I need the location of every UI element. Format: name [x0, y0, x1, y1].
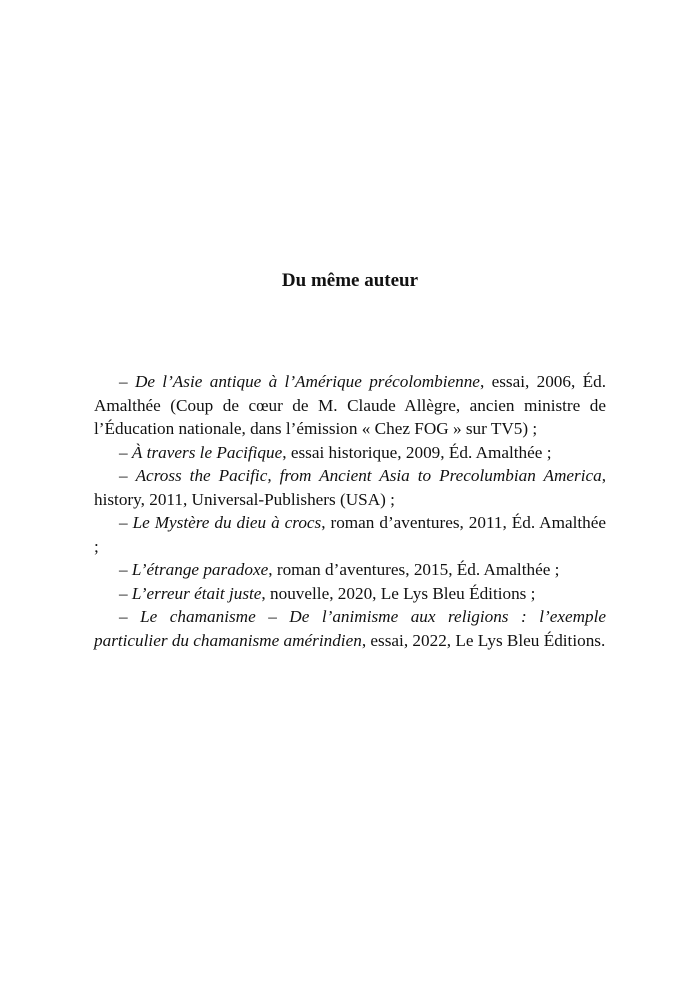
entry-dash: – [119, 513, 133, 532]
entry-dash: – [119, 372, 135, 391]
work-title: L’erreur était juste [131, 583, 262, 603]
work-title: Le chamanisme – De l’animisme aux religions : l’exemple particulier du chamanisme amérindien [94, 607, 606, 650]
entry-dash: – [119, 442, 132, 462]
work-details: , nouvelle, 2020, Le Lys Bleu Éditions ; [261, 583, 536, 603]
work-entry [94, 558, 606, 582]
entry-dash: – [119, 583, 132, 603]
work-details: , essai, 2006, Éd. Amalthée (Coup de cœur de M. Claude Allègre, ancien ministre de l’Éducation nationale, dans l’émission « Chez FOG » sur TV5) ; [94, 372, 607, 438]
page-heading: Du même auteur [281, 270, 419, 291]
work-title: Le Mystère du dieu à crocs [132, 513, 322, 532]
work-title: L’étrange paradoxe [131, 560, 269, 579]
work-entry [94, 370, 606, 441]
work-details: , roman d’aventures, 2015, Éd. Amalthée ; [268, 560, 560, 579]
work-details: , history, 2011, Universal-Publishers (USA) ; [94, 466, 606, 509]
entry-dash: – [119, 607, 141, 626]
work-details: , essai historique, 2009, Éd. Amalthée ; [282, 442, 552, 462]
entry-dash: – [119, 560, 132, 579]
work-title: De l’Asie antique à l’Amérique précolombienne [134, 372, 480, 391]
work-title: À travers le Pacifique [131, 442, 283, 462]
works-list [94, 370, 606, 652]
work-entry [94, 464, 606, 511]
work-entry [94, 605, 606, 652]
work-details: , essai, 2022, Le Lys Bleu Éditions. [361, 630, 606, 650]
entry-dash: – [119, 466, 136, 485]
work-entry [94, 441, 606, 465]
work-title: Across the Pacific, from Ancient Asia to Precolumbian America [135, 466, 602, 485]
work-details: , roman d’aventures, 2011, Éd. Amalthée ; [94, 513, 606, 556]
work-entry [94, 511, 606, 558]
work-entry [94, 582, 606, 606]
